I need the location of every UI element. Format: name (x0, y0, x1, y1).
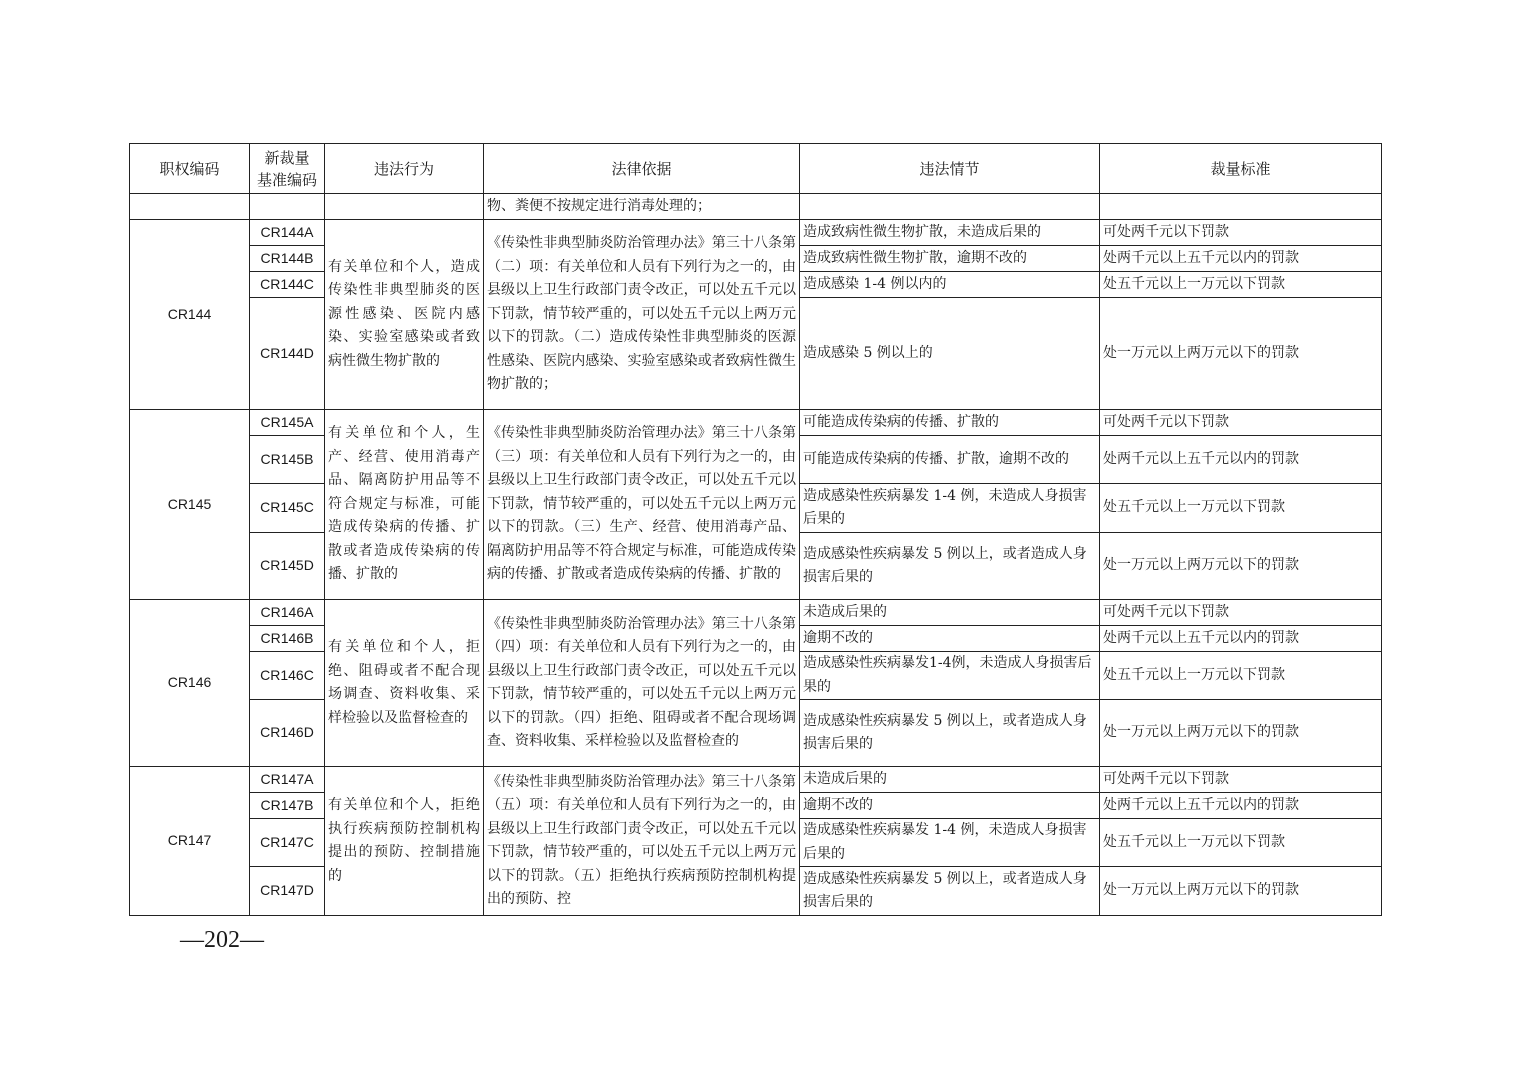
carry-act-cell (325, 194, 484, 220)
sub-code-cell: CR144A (250, 220, 325, 246)
sub-code-cell: CR144C (250, 272, 325, 298)
circumstance-cell: 造成感染性疾病暴发 1-4 例，未造成人身损害后果的 (800, 819, 1100, 867)
standard-cell: 处两千元以上五千元以内的罚款 (1100, 436, 1382, 484)
standard-cell: 可处两千元以下罚款 (1100, 600, 1382, 626)
legal-basis-cell: 《传染性非典型肺炎防治管理办法》第三十八条第（二）项：有关单位和人员有下列行为之一的，由县级以上卫生行政部门责令改正，可以处五千元以下罚款，情节较严重的，可以处五千元以上两万元以下的罚款。（二）造成传染性非典型肺炎的医源性感染、医院内感染、实验室感染或者致病性微生物扩散的； (484, 220, 800, 410)
standard-cell: 处五千元以上一万元以下罚款 (1100, 484, 1382, 533)
standard-cell: 处五千元以上一万元以下罚款 (1100, 652, 1382, 700)
legal-basis-cell: 《传染性非典型肺炎防治管理办法》第三十八条第（五）项：有关单位和人员有下列行为之一的，由县级以上卫生行政部门责令改正，可以处五千元以下罚款，情节较严重的，可以处五千元以上两万元以下的罚款。（五）拒绝执行疾病预防控制机构提出的预防、控 (484, 767, 800, 916)
table-row (130, 220, 1382, 246)
legal-basis-cell: 《传染性非典型肺炎防治管理办法》第三十八条第（四）项：有关单位和人员有下列行为之一的，由县级以上卫生行政部门责令改正，可以处五千元以下罚款，情节较严重的，可以处五千元以上两万元以下的罚款。（四）拒绝、阻碍或者不配合现场调查、资料收集、采样检验以及监督检查的 (484, 600, 800, 767)
table-body (130, 194, 1382, 916)
standard-cell: 处两千元以上五千元以内的罚款 (1100, 626, 1382, 652)
sub-code-cell: CR146C (250, 652, 325, 700)
circumstance-cell: 造成感染性疾病暴发 5 例以上，或者造成人身损害后果的 (800, 700, 1100, 767)
standard-cell: 可处两千元以下罚款 (1100, 767, 1382, 793)
violation-act-cell: 有关单位和个人，生产、经营、使用消毒产品、隔离防护用品等不符合规定与标准，可能造成传染病的传播、扩散或者造成传染病的传播、扩散的 (325, 410, 484, 600)
authority-code-cell: CR145 (130, 410, 250, 600)
circumstance-cell: 逾期不改的 (800, 626, 1100, 652)
sub-code-cell: CR146D (250, 700, 325, 767)
table-row (130, 600, 1382, 626)
header-circumstance: 违法情节 (800, 144, 1100, 194)
sub-code-cell: CR147B (250, 793, 325, 819)
carry-std-cell (1100, 194, 1382, 220)
violation-act-cell: 有关单位和个人，造成传染性非典型肺炎的医源性感染、医院内感染、实验室感染或者致病性微生物扩散的 (325, 220, 484, 410)
legal-basis-cell: 《传染性非典型肺炎防治管理办法》第三十八条第（三）项：有关单位和人员有下列行为之一的，由县级以上卫生行政部门责令改正，可以处五千元以下罚款，情节较严重的，可以处五千元以上两万元以下的罚款。（三）生产、经营、使用消毒产品、隔离防护用品等不符合规定与标准，可能造成传染病的传播、扩散或者造成传染病的传播、扩散的 (484, 410, 800, 600)
penalty-standards-table (129, 143, 1382, 916)
header-row (130, 144, 1382, 194)
sub-code-cell: CR147C (250, 819, 325, 867)
header-standard: 裁量标准 (1100, 144, 1382, 194)
standard-cell: 处两千元以上五千元以内的罚款 (1100, 793, 1382, 819)
carry-circ-cell (800, 194, 1100, 220)
carry-basis-cell: 物、粪便不按规定进行消毒处理的； (484, 194, 800, 220)
carry-over-row (130, 194, 1382, 220)
header-act: 违法行为 (325, 144, 484, 194)
circumstance-cell: 逾期不改的 (800, 793, 1100, 819)
violation-act-cell: 有关单位和个人，拒绝、阻碍或者不配合现场调查、资料收集、采样检验以及监督检查的 (325, 600, 484, 767)
circumstance-cell: 造成感染 1-4 例以内的 (800, 272, 1100, 298)
circumstance-cell: 造成感染性疾病暴发 5 例以上，或者造成人身损害后果的 (800, 867, 1100, 916)
circumstance-cell: 造成致病性微生物扩散，逾期不改的 (800, 246, 1100, 272)
circumstance-cell: 未造成后果的 (800, 767, 1100, 793)
standard-cell: 处一万元以上两万元以下的罚款 (1100, 700, 1382, 767)
sub-code-cell: CR145C (250, 484, 325, 533)
page-number: —202— (180, 927, 264, 953)
header-sub-code: 新裁量 基准编码 (250, 144, 325, 194)
circumstance-cell: 造成感染性疾病暴发 1-4 例，未造成人身损害后果的 (800, 484, 1100, 533)
standard-cell: 处五千元以上一万元以下罚款 (1100, 819, 1382, 867)
authority-code-cell: CR147 (130, 767, 250, 916)
carry-code-cell (130, 194, 250, 220)
sub-code-cell: CR144D (250, 298, 325, 410)
sub-code-cell: CR146A (250, 600, 325, 626)
standard-cell: 处一万元以上两万元以下的罚款 (1100, 298, 1382, 410)
sub-code-cell: CR147A (250, 767, 325, 793)
standard-cell: 处五千元以上一万元以下罚款 (1100, 272, 1382, 298)
sub-code-cell: CR144B (250, 246, 325, 272)
circumstance-cell: 造成感染性疾病暴发 5 例以上，或者造成人身损害后果的 (800, 533, 1100, 600)
standard-cell: 处两千元以上五千元以内的罚款 (1100, 246, 1382, 272)
circumstance-cell: 造成致病性微生物扩散，未造成后果的 (800, 220, 1100, 246)
sub-code-cell: CR145B (250, 436, 325, 484)
circumstance-cell: 造成感染 5 例以上的 (800, 298, 1100, 410)
sub-code-cell: CR146B (250, 626, 325, 652)
circumstance-cell: 造成感染性疾病暴发1-4例，未造成人身损害后果的 (800, 652, 1100, 700)
circumstance-cell: 可能造成传染病的传播、扩散的 (800, 410, 1100, 436)
standard-cell: 可处两千元以下罚款 (1100, 220, 1382, 246)
circumstance-cell: 可能造成传染病的传播、扩散，逾期不改的 (800, 436, 1100, 484)
sub-code-cell: CR145D (250, 533, 325, 600)
carry-sub-cell (250, 194, 325, 220)
table-row (130, 410, 1382, 436)
circumstance-cell: 未造成后果的 (800, 600, 1100, 626)
authority-code-cell: CR144 (130, 220, 250, 410)
standard-cell: 处一万元以上两万元以下的罚款 (1100, 867, 1382, 916)
violation-act-cell: 有关单位和个人，拒绝执行疾病预防控制机构提出的预防、控制措施的 (325, 767, 484, 916)
sub-code-cell: CR147D (250, 867, 325, 916)
sub-code-cell: CR145A (250, 410, 325, 436)
table-row (130, 767, 1382, 793)
header-basis: 法律依据 (484, 144, 800, 194)
authority-code-cell: CR146 (130, 600, 250, 767)
header-code: 职权编码 (130, 144, 250, 194)
standard-cell: 可处两千元以下罚款 (1100, 410, 1382, 436)
standard-cell: 处一万元以上两万元以下的罚款 (1100, 533, 1382, 600)
